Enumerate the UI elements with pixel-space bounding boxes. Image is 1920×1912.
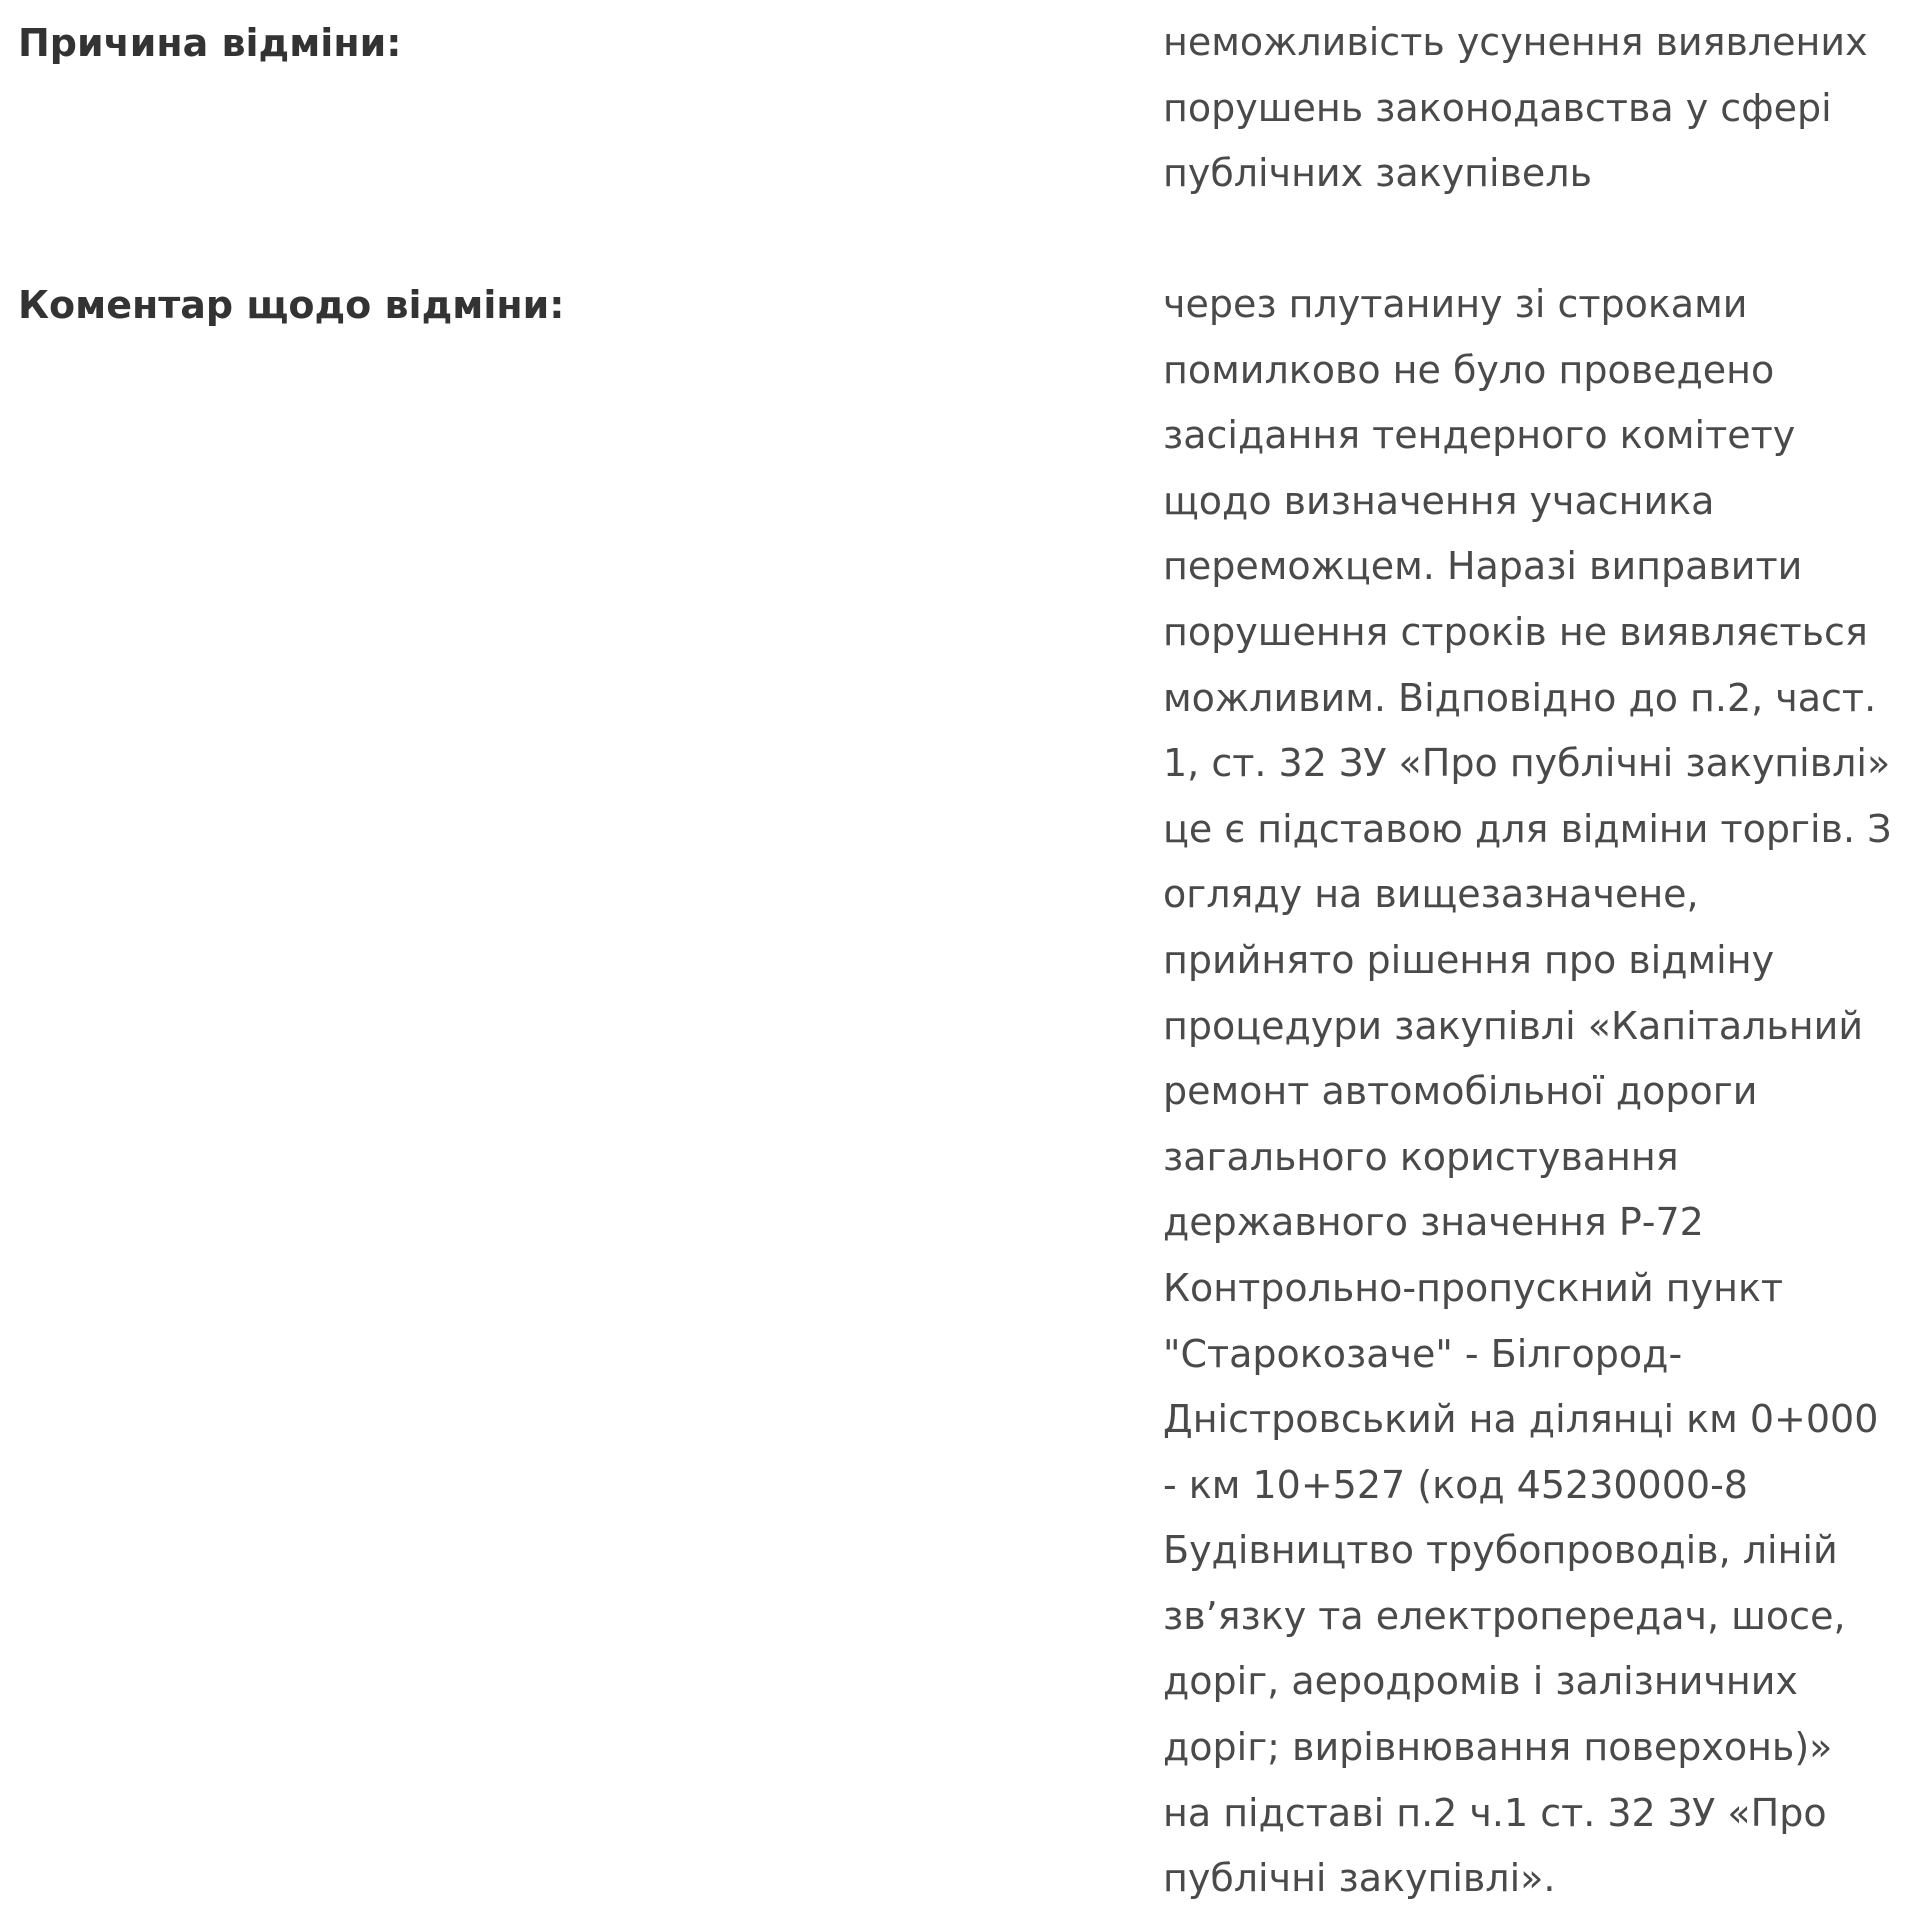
- comment-text-line: доріг; вирівнювання поверхонь)»: [1163, 1725, 1833, 1770]
- comment-text-line: доріг, аеродромів і залізничних: [1163, 1659, 1798, 1704]
- comment-text-line: засідання тендерного комітету: [1163, 413, 1796, 458]
- comment-text-line: - км 10+527 (код 45230000-8: [1163, 1462, 1748, 1507]
- reason-text-line: публічних закупівель: [1163, 151, 1592, 196]
- comment-text-line: зв’язку та електропередач, шосе,: [1163, 1593, 1846, 1638]
- comment-text-line: загального користування: [1163, 1134, 1679, 1179]
- comment-text-line: прийнято рішення про відміну: [1163, 937, 1775, 982]
- comment-text-line: Дністровський на ділянці км 0+000: [1163, 1397, 1879, 1442]
- comment-text-line: на підставі п.2 ч.1 ст. 32 ЗУ «Про: [1163, 1790, 1827, 1835]
- comment-text-line: публічні закупівлі».: [1163, 1856, 1556, 1901]
- comment-text-line: Будівництво трубопроводів, ліній: [1163, 1528, 1838, 1573]
- comment-text-line: щодо визначення учасника: [1163, 478, 1715, 523]
- cancellation-reason-value: [1163, 10, 1920, 207]
- cancellation-reason-label: Причина відміни:: [18, 21, 402, 65]
- comment-text-line: ремонт автомобільної дороги: [1163, 1069, 1758, 1114]
- cancellation-comment-label: Коментар щодо відміни:: [18, 283, 565, 327]
- comment-text-line: через плутанину зі строками: [1163, 282, 1748, 326]
- comment-text-line: порушення строків не виявляється: [1163, 609, 1868, 654]
- comment-text-line: це є підставою для відміни торгів. З: [1163, 806, 1892, 851]
- comment-text-line: огляду на вищезазначене,: [1163, 872, 1699, 917]
- reason-text-line: неможливість усунення виявлених: [1163, 20, 1868, 64]
- cancellation-comment-value: [1163, 272, 1920, 1912]
- comment-text-line: процедури закупівлі «Капітальний: [1163, 1003, 1864, 1048]
- comment-text-line: можливим. Відповідно до п.2, част.: [1163, 675, 1877, 720]
- reason-text-line: порушень законодавства у сфері: [1163, 85, 1832, 130]
- comment-text-line: "Старокозаче" - Білгород-: [1163, 1331, 1683, 1376]
- comment-text-line: помилково не було проведено: [1163, 347, 1775, 392]
- comment-text-line: переможцем. Наразі виправити: [1163, 544, 1803, 589]
- comment-text-line: 1, ст. 32 ЗУ «Про публічні закупівлі»: [1163, 741, 1891, 786]
- comment-text-line: державного значення Р-72: [1163, 1200, 1704, 1245]
- comment-text-line: Контрольно-пропускний пункт: [1163, 1265, 1784, 1310]
